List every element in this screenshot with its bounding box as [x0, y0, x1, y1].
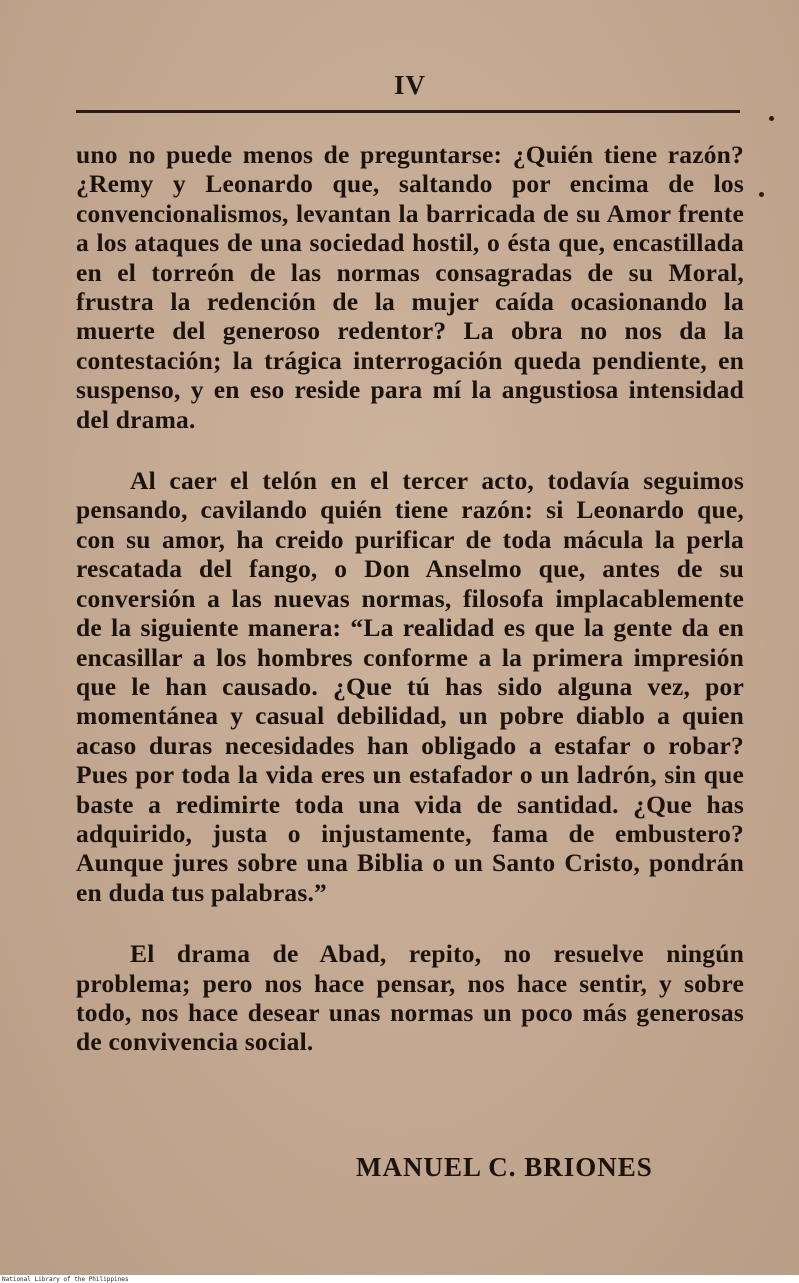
author-signature: MANUEL C. BRIONES [356, 1152, 653, 1182]
margin-dot [759, 192, 764, 197]
paragraph-1: uno no puede menos de preguntarse: ¿Quién tiene razón? ¿Remy y Leonardo que, saltando por encima de los convencionalismos, levantan la barricada de su Amor frente a los ataques de una sociedad hostil, o ésta que, encastillada en el torreón de las normas consagradas de su Moral, frustra la redención de la mujer caída ocasionando la muerte del generoso redentor? La obra no nos da la contestación; la trágica interrogación queda pendiente, en suspenso, y en eso reside para mí la angustiosa intensidad del drama. [76, 140, 744, 434]
margin-dot [769, 116, 774, 121]
header-rule [76, 110, 740, 113]
page-number: IV [393, 70, 426, 100]
text-body [76, 140, 744, 1057]
paragraph-3: El drama de Abad, repito, no resuelve ningún problema; pero nos hace pensar, nos hace sentir, y sobre todo, nos hace desear unas normas un poco más generosas de convivencia social. [76, 939, 744, 1057]
paragraph-2: Al caer el telón en el tercer acto, todavía seguimos pensando, cavilando quién tiene razón: si Leonardo que, con su amor, ha creido purificar de toda mácula la perla rescatada del fango, o Don Anselmo que, antes de su conversión a las nuevas normas, filosofa implacablemente de la siguiente manera: “La realidad es que la gente da en encasillar a los hombres conforme a la primera impresión que le han causado. ¿Que tú has sido alguna vez, por momentánea y casual debilidad, un pobre diablo a quien acaso duras necesidades han obligado a estafar o robar? Pues por toda la vida eres un estafador o un ladrón, sin que baste a redimirte toda una vida de santidad. ¿Que has adquirido, justa o injustamente, fama de embustero? Aunque jures sobre una Biblia o un Santo Cristo, pondrán en duda tus palabras.” [76, 466, 744, 907]
library-credit: National Library of the Philippines [2, 1276, 129, 1283]
